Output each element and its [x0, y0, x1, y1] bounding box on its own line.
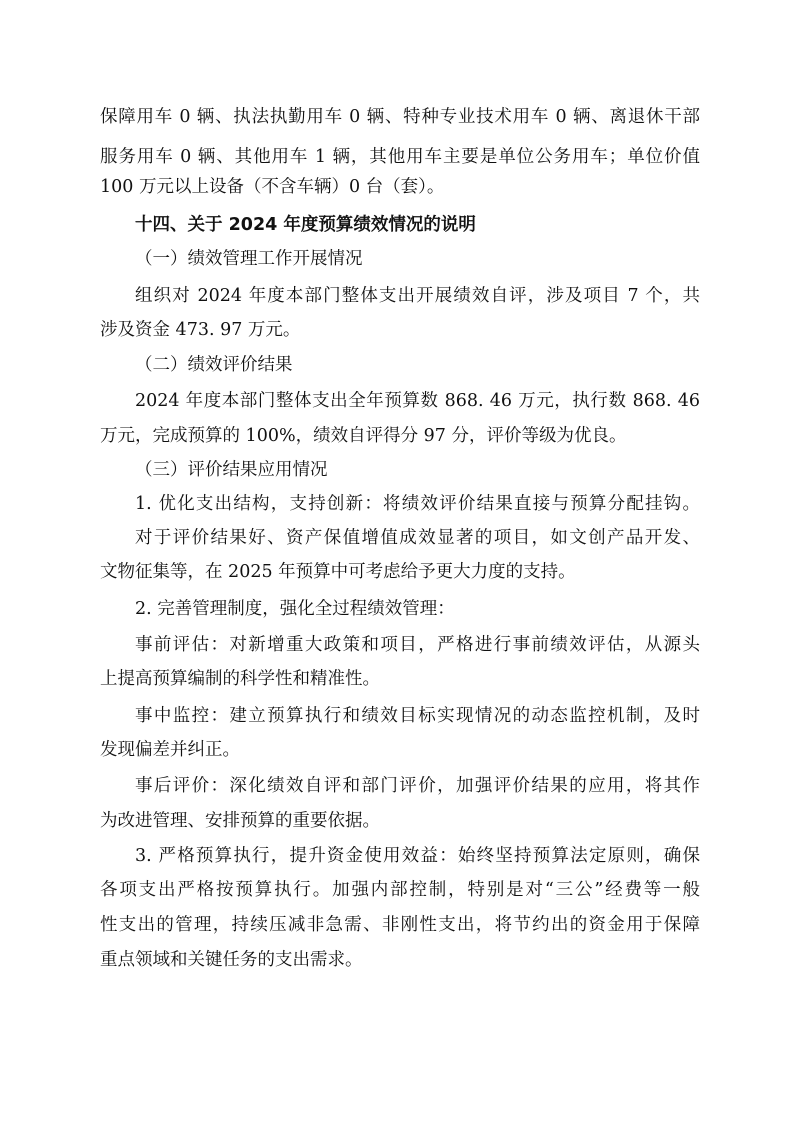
- paragraph-line: 对于评价结果好、资产保值增值成效显著的项目，如文创产品开发、: [135, 528, 700, 548]
- paragraph-line: 2. 完善管理制度，强化全过程绩效管理：: [135, 599, 455, 619]
- paragraph-line: 发现偏差并纠正。: [100, 740, 240, 760]
- paragraph-line: 100 万元以上设备（不含车辆）0 台（套）。: [100, 177, 445, 197]
- paragraph-line: 服务用车 0 辆、其他用车 1 辆，其他用车主要是单位公务用车；单位价值: [100, 147, 700, 167]
- paragraph-line: 事前评估：对新增重大政策和项目，严格进行事前绩效评估，从源头: [135, 635, 700, 655]
- paragraph-line: 1. 优化支出结构，支持创新：将绩效评价结果直接与预算分配挂钩。: [135, 494, 700, 514]
- paragraph-line: 性支出的管理，持续压减非急需、非刚性支出，将节约出的资金用于保障: [100, 915, 700, 935]
- paragraph-line: 上提高预算编制的科学性和精准性。: [100, 669, 380, 689]
- paragraph-line: 组织对 2024 年度本部门整体支出开展绩效自评，涉及项目 7 个，共: [135, 286, 700, 306]
- paragraph-line: 事后评价：深化绩效自评和部门评价，加强评价结果的应用，将其作: [135, 776, 700, 796]
- subsection-heading: （三）评价结果应用情况: [135, 460, 328, 480]
- paragraph-line: 保障用车 0 辆、执法执勤用车 0 辆、特种专业技术用车 0 辆、离退休干部: [100, 107, 700, 127]
- paragraph-line: 为改进管理、安排预算的重要依据。: [100, 811, 380, 831]
- paragraph-line: 3. 严格预算执行，提升资金使用效益：始终坚持预算法定原则，确保: [135, 846, 700, 866]
- subsection-heading: （一）绩效管理工作开展情况: [135, 249, 363, 269]
- paragraph-line: 事中监控：建立预算执行和绩效目标实现情况的动态监控机制，及时: [135, 706, 700, 726]
- paragraph-line: 涉及资金 473. 97 万元。: [100, 320, 301, 340]
- paragraph-line: 重点领域和关键任务的支出需求。: [100, 950, 363, 970]
- section-heading: 十四、关于 2024 年度预算绩效情况的说明: [135, 215, 476, 235]
- paragraph-line: 万元，完成预算的 100%，绩效自评得分 97 分，评价等级为优良。: [100, 426, 627, 446]
- paragraph-line: 2024 年度本部门整体支出全年预算数 868. 46 万元，执行数 868. 46: [135, 391, 700, 411]
- paragraph-line: 各项支出严格按预算执行。加强内部控制，特别是对“三公”经费等一般: [100, 880, 700, 900]
- subsection-heading: （二）绩效评价结果: [135, 355, 293, 375]
- paragraph-line: 文物征集等，在 2025 年预算中可考虑给予更大力度的支持。: [100, 562, 576, 582]
